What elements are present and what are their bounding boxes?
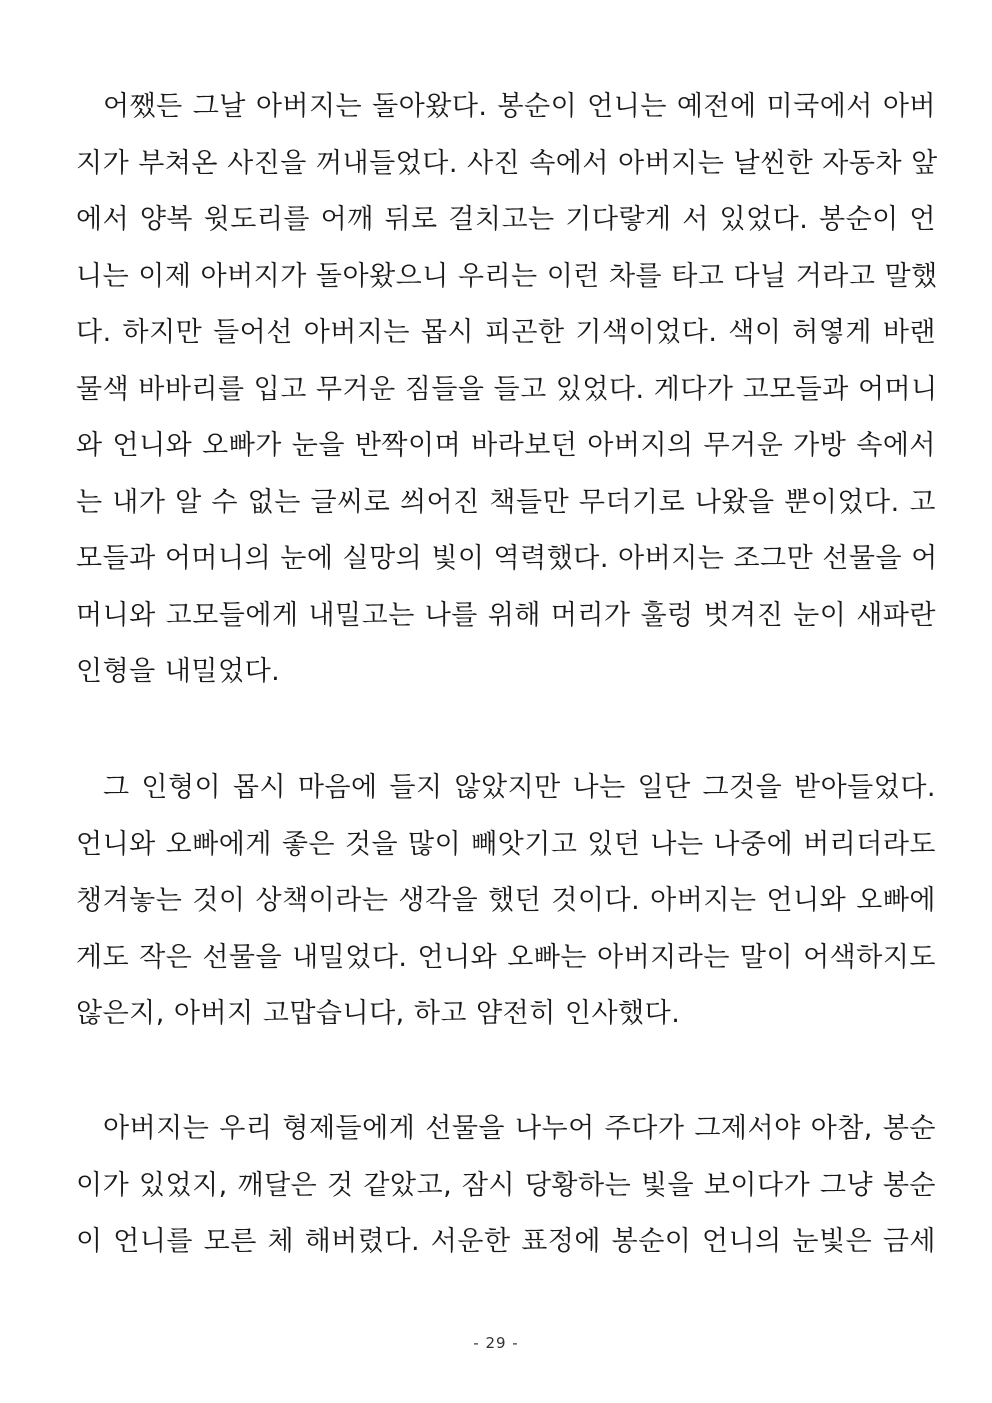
text-line — [76, 588, 936, 645]
text-line — [76, 362, 936, 419]
text-line — [76, 986, 936, 1043]
text-line-content: 모들과 어머니의 눈에 실망의 빛이 역력했다. 아버지는 조그만 선물을 어 — [76, 543, 938, 574]
text-line-content: 이 언니를 모른 체 해버렸다. 서운한 표정에 봉순이 언니의 눈빛은 금세 — [76, 1226, 936, 1257]
text-line — [76, 873, 936, 930]
text-line — [76, 418, 936, 475]
text-line — [76, 644, 936, 701]
text-line — [76, 249, 936, 306]
text-line — [76, 1101, 936, 1158]
text-line-content: 이가 있었지, 깨달은 것 같았고, 잠시 당황하는 빛을 보이다가 그냥 봉순 — [76, 1169, 936, 1201]
text-line-content: 않은지, 아버지 고맙습니다, 하고 얌전히 인사했다. — [76, 998, 681, 1029]
text-line — [76, 305, 936, 362]
text-line-content: 언니와 오빠에게 좋은 것을 많이 빼앗기고 있던 나는 나중에 버리더라도 — [76, 828, 936, 860]
text-line-content: 와 언니와 오빠가 눈을 반짝이며 바라보던 아버지의 무거운 가방 속에서 — [76, 430, 936, 461]
text-line-content: 인형을 내밀었다. — [76, 656, 281, 687]
text-line-content: 머니와 고모들에게 내밀고는 나를 위해 머리가 훌렁 벗겨진 눈이 새파란 — [76, 599, 936, 631]
text-line — [76, 930, 936, 987]
text-line-content: 그 인형이 몹시 마음에 들지 않았지만 나는 일단 그것을 받아들었다. — [103, 772, 936, 803]
text-line-content: 니는 이제 아버지가 돌아왔으니 우리는 이런 차를 타고 다닐 거라고 말했 — [76, 260, 938, 292]
text-line-content: 는 내가 알 수 없는 글씨로 씌어진 책들만 무더기로 나왔을 뿐이었다. 고 — [76, 486, 936, 518]
text-line — [76, 192, 936, 249]
paragraph-2 — [76, 760, 936, 1043]
text-line — [76, 1158, 936, 1215]
text-line-content: 물색 바바리를 입고 무거운 짐들을 들고 있었다. 게다가 고모들과 어머니 — [76, 373, 938, 405]
text-line — [76, 817, 936, 874]
text-line-content: 에서 양복 윗도리를 어깨 뒤로 걸치고는 기다랗게 서 있었다. 봉순이 언 — [76, 204, 936, 235]
text-line-content: 어쨌든 그날 아버지는 돌아왔다. 봉순이 언니는 예전에 미국에서 아버 — [103, 91, 936, 122]
text-line-content: 게도 작은 선물을 내밀었다. 언니와 오빠는 아버지라는 말이 어색하지도 — [76, 941, 936, 973]
text-line — [76, 531, 936, 588]
text-line — [76, 79, 936, 136]
text-line-content: 챙겨놓는 것이 상책이라는 생각을 했던 것이다. 아버지는 언니와 오빠에 — [76, 885, 936, 916]
text-line-content: 아버지는 우리 형제들에게 선물을 나누어 주다가 그제서야 아참, 봉순 — [103, 1113, 936, 1144]
text-line — [76, 136, 936, 193]
paragraph-1 — [76, 79, 936, 701]
text-line-content: 다. 하지만 들어선 아버지는 몹시 피곤한 기색이었다. 색이 허옇게 바랜 — [76, 317, 936, 348]
page-number: - 29 - — [473, 1334, 519, 1352]
text-line-content: 지가 부쳐온 사진을 꺼내들었다. 사진 속에서 아버지는 날씬한 자동차 앞 — [76, 147, 938, 179]
text-line — [76, 1214, 936, 1271]
text-line — [76, 475, 936, 532]
paragraph-3 — [76, 1101, 936, 1271]
text-line — [76, 760, 936, 817]
